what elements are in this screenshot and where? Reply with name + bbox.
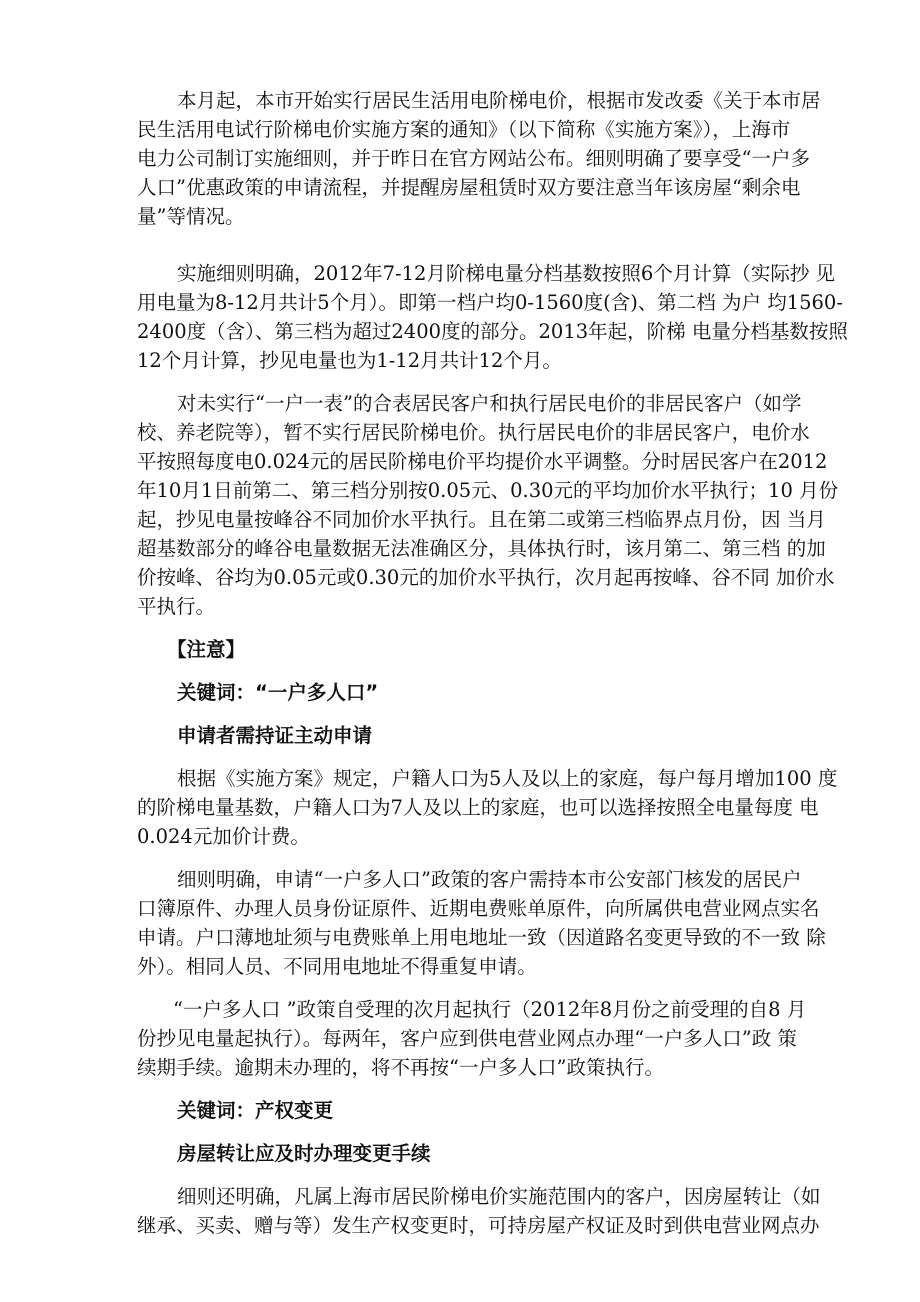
- text-line: 份抄见电量起执行）。每两年，客户应到供电营业网点办理“一户多人口”政 策: [137, 1027, 797, 1050]
- text-line: 校、养老院等），暂不实行居民阶梯电价。执行居民电价的非居民客户，电价水: [137, 421, 810, 444]
- paragraph-quota: [137, 764, 838, 851]
- text-line: 平执行。: [137, 595, 216, 618]
- text-line: 超基数部分的峰谷电量数据无法准确区分，具体执行时，该月第二、第三档 的加: [137, 537, 826, 560]
- paragraph-tiers: [137, 259, 848, 375]
- paragraph-non-resident: [137, 389, 839, 621]
- text-line: 民生活用电试行阶梯电价实施方案的通知》（以下简称《实施方案》），上海市: [137, 118, 791, 141]
- text-line: 用电量为8-12月共计5个月）。即第一档户均0-1560度(含)、第二档 为户 均1560-: [137, 291, 843, 314]
- text-line: 继承、买卖、赠与等）发生产权变更时，可持房屋产权证及时到供电营业网点办: [137, 1214, 820, 1237]
- notice-heading: 【注意】: [167, 638, 246, 661]
- text-line: 12个月计算，抄见电量也为1-12月共计12个月。: [137, 349, 562, 372]
- subheading-apply: 申请者需持证主动申请: [177, 724, 373, 747]
- paragraph-renewal: [137, 995, 807, 1082]
- text-line: 平按照每度电0.024元的居民阶梯电价平均提价水平调整。分时居民客户在2012: [137, 450, 828, 473]
- text-line: 价按峰、谷均为0.05元或0.30元的加价水平执行，次月起再按峰、谷不同 加价水: [137, 566, 835, 589]
- text-line: 量”等情况。: [137, 205, 245, 228]
- keyword-heading-ownership: 关键词：产权变更: [177, 1099, 334, 1122]
- text-line: 年10月1日前第二、第三档分别按0.05元、0.30元的平均加价水平执行；10 月份: [137, 479, 839, 502]
- text-line: 本月起，本市开始实行居民生活用电阶梯电价，根据市发改委《关于本市居: [177, 89, 821, 112]
- text-line: 续期手续。逾期未办理的，将不再按“一户多人口”政策执行。: [137, 1056, 664, 1079]
- text-line: 2400度（含）、第三档为超过2400度的部分。2013年起，阶梯 电量分档基数按照: [137, 320, 848, 343]
- keyword-heading-multi-person: 关键词：“一户多人口”: [177, 681, 379, 704]
- text-line: 外）。相同人员、不同用电地址不得重复申请。: [137, 955, 537, 978]
- text-line: “一户多人口 ”政策自受理的次月起执行（2012年8月份之前受理的自8 月: [173, 998, 807, 1021]
- text-line: 申请。户口薄地址须与电费账单上用电地址一致（因道路名变更导致的不一致 除: [137, 926, 826, 949]
- subheading-transfer: 房屋转让应及时办理变更手续: [177, 1142, 431, 1165]
- text-line: 口簿原件、办理人员身份证原件、近期电费账单原件，向所属供电营业网点实名: [137, 897, 820, 920]
- paragraph-documents: [137, 865, 826, 981]
- text-line: 的阶梯电量基数，户籍人口为7人及以上的家庭，也可以选择按照全电量每度 电: [137, 796, 819, 819]
- text-line: 细则还明确，凡属上海市居民阶梯电价实施范围内的客户，因房屋转让（如: [177, 1185, 821, 1208]
- text-line: 起，抄见电量按峰谷不同加价水平执行。且在第二或第三档临界点月份，因 当月: [137, 508, 826, 531]
- paragraph-transfer: [137, 1182, 821, 1240]
- text-line: 对未实行“一户一表”的合表居民客户和执行居民电价的非居民客户（如学: [177, 392, 802, 415]
- text-line: 根据《实施方案》规定，户籍人口为5人及以上的家庭，每户每月增加100 度: [177, 767, 838, 790]
- text-line: 电力公司制订实施细则，并于昨日在官方网站公布。细则明确了要享受“一户多: [137, 147, 810, 170]
- text-line: 0.024元加价计费。: [137, 825, 310, 848]
- paragraph-intro: [137, 86, 821, 231]
- text-line: 细则明确，申请“一户多人口”政策的客户需持本市公安部门核发的居民户: [177, 868, 802, 891]
- text-line: 实施细则明确，2012年7-12月阶梯电量分档基数按照6个月计算（实际抄 见: [177, 262, 836, 285]
- text-line: 人口”优惠政策的申请流程，并提醒房屋租赁时双方要注意当年该房屋“剩余电: [137, 176, 801, 199]
